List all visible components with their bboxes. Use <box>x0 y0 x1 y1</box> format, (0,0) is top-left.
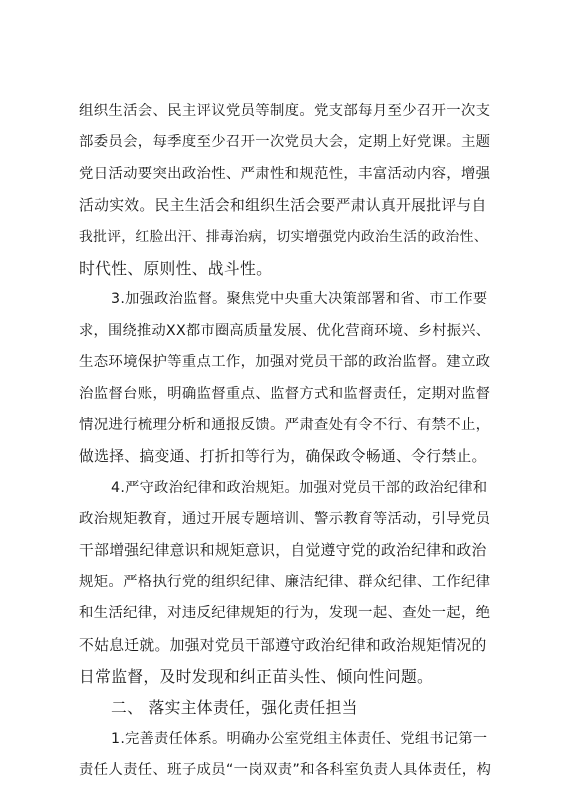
text-line: 求，围绕推动XX都市圈高质量发展、优化营商环境、乡村振兴、 <box>79 322 491 339</box>
text-line: 情况进行梳理分析和通报反馈。严肃查处有令不行、有禁不止， <box>79 416 491 433</box>
paragraph-start-line: 4.严守政治纪律和政治规矩。加强对党员干部的政治纪律和 <box>111 479 488 496</box>
text-line: 政治规矩教育，通过开展专题培训、警示教育等活动，引导党员 <box>79 511 491 528</box>
text-line: 干部增强纪律意识和规矩意识，自觉遵守党的政治纪律和政治 <box>79 542 487 560</box>
section-heading: 二、 落实主体责任，强化责任担当 <box>111 698 358 718</box>
text-line: 责任人责任、班子成员“一岗双责”和各科室负责人具体责任，构 <box>79 762 492 779</box>
text-line: 治监督台账，明确监督重点、监督方式和监督责任，定期对监督 <box>79 385 491 402</box>
text-line: 部委员会，每季度至少召开一次党员大会，定期上好党课。主题 <box>79 134 491 151</box>
text-line: 组织生活会、民主评议党员等制度。党支部每月至少召开一次支 <box>79 103 491 119</box>
text-line: 规矩。严格执行党的组织纪律、廉洁纪律、群众纪律、工作纪律 <box>79 573 491 590</box>
text-line: 生态环境保护等重点工作，加强对党员干部的政治监督。建立政 <box>79 354 491 371</box>
paragraph-start-line: 1.完善责任体系。明确办公室党组主体责任、党组书记第一 <box>111 730 488 747</box>
body-text <box>79 96 491 787</box>
text-line: 时代性、原则性、战斗性。 <box>79 258 273 278</box>
text-line: 不姑息迁就。加强对党员干部遵守政治纪律和政治规矩情况的 <box>79 636 487 654</box>
text-line: 活动实效。民主生活会和组织生活会要严肃认真开展批评与自 <box>79 197 487 215</box>
text-line: 和生活纪律，对违反纪律规矩的行为，发现一起、查处一起，绝 <box>79 605 491 622</box>
paragraph-start-line: 3.加强政治监督。聚焦党中央重大决策部署和省、市工作要 <box>111 291 488 308</box>
text-line: 日常监督，及时发现和纠正苗头性、倾向性问题。 <box>79 667 434 687</box>
text-line: 做选择、搞变通、打折扣等行为，确保政令畅通、令行禁止。 <box>79 448 487 466</box>
text-line: 我批评，红脸出汗、排毒治病，切实增强党内政治生活的政治性、 <box>79 228 488 245</box>
text-line: 党日活动要突出政治性、严肃性和规范性，丰富活动内容，增强 <box>79 165 491 182</box>
